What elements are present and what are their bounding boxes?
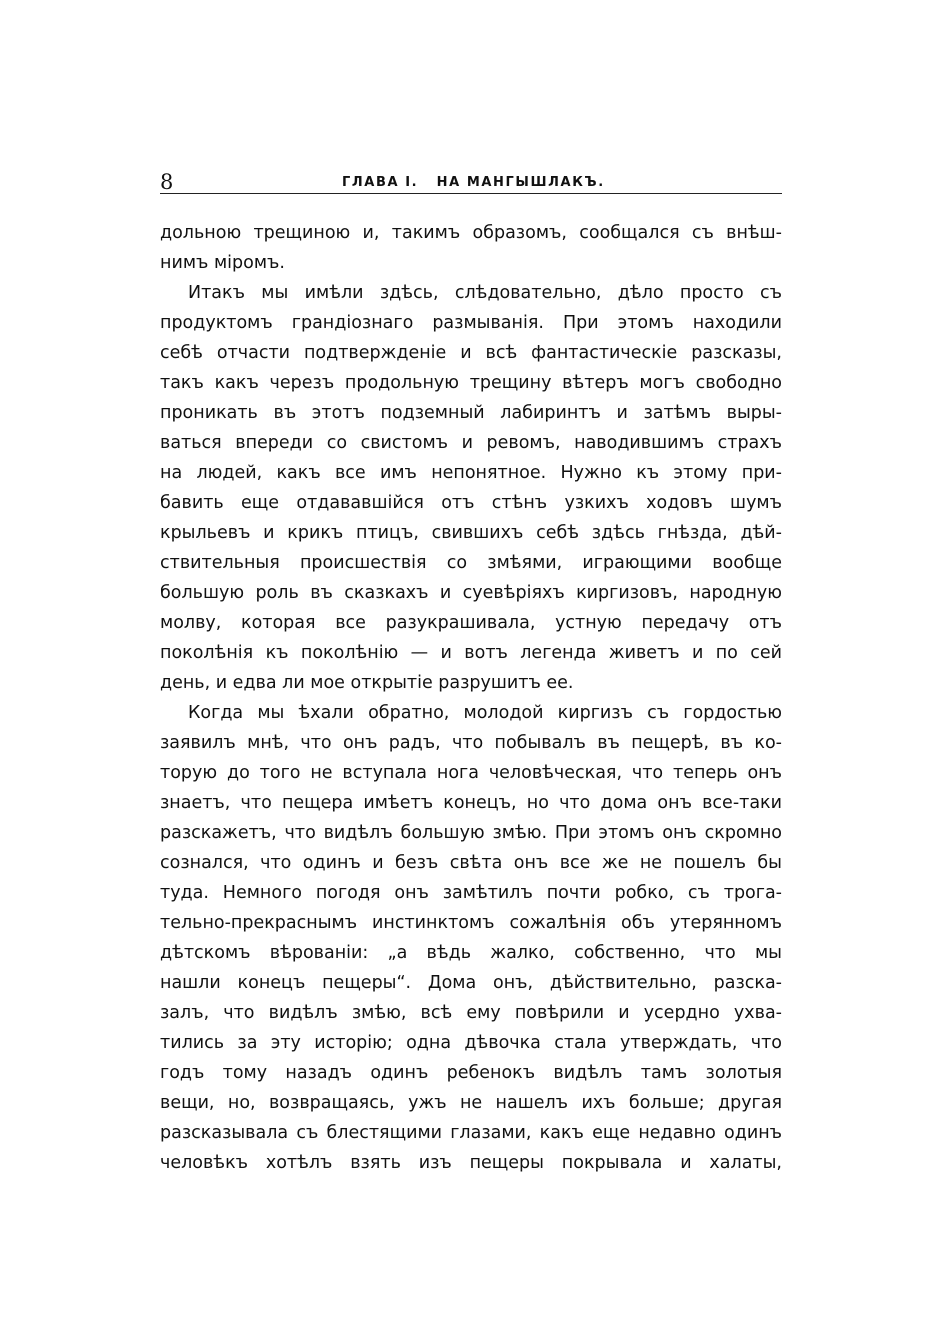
text-line: ствительныя происшествія со змѣями, играющими вообще [160,553,782,573]
text-line: ваться впереди со свистомъ и ревомъ, наводившимъ страхъ [160,433,782,453]
text-line: тельно-прекраснымъ инстинктомъ сожалѣнія объ утерянномъ [160,913,782,933]
text-line: поколѣнія къ поколѣнію — и вотъ легенда живетъ и по сей [160,643,782,663]
running-head: ГЛАВА I. НА МАНГЫШЛАКЪ. [342,175,605,190]
text-line: большую роль въ сказкахъ и суевѣріяхъ киргизовъ, народную [160,583,782,603]
text-line: сознался, что одинъ и безъ свѣта онъ все же не пошелъ бы [160,853,782,873]
text-line: день, и едва ли мое открытіе разрушитъ ее. [160,673,574,693]
text-line: разсказывала съ блестящими глазами, какъ еще недавно одинъ [160,1123,782,1143]
text-line: разскажетъ, что видѣлъ большую змѣю. При этомъ онъ скромно [160,823,782,843]
text-line: туда. Немного погодя онъ замѣтилъ почти робко, съ трога- [160,883,782,903]
text-line: молву, которая все разукрашивала, устную передачу отъ [160,613,782,633]
text-line: годъ тому назадъ одинъ ребенокъ видѣлъ тамъ золотыя [160,1063,782,1083]
text-line: нашли конецъ пещеры“. Дома онъ, дѣйствительно, разска- [160,973,782,993]
header-rule [160,193,782,194]
page-header [160,170,782,200]
text-line: Когда мы ѣхали обратно, молодой киргизъ съ гордостью [188,703,782,723]
text-line: вещи, но, возвращаясь, ужъ не нашелъ ихъ больше; другая [160,1093,782,1113]
text-line: дѣтскомъ вѣрованіи: „а вѣдь жалко, собственно, что мы [160,943,782,963]
text-line: тились за эту исторію; одна дѣвочка стала утверждать, что [160,1033,782,1053]
text-line: продуктомъ грандіознаго размыванія. При этомъ находили [160,313,782,333]
text-line: такъ какъ черезъ продольную трещину вѣтеръ могъ свободно [160,373,782,393]
text-line: заявилъ мнѣ, что онъ радъ, что побывалъ въ пещерѣ, въ ко- [160,733,782,753]
text-line: нимъ міромъ. [160,253,285,273]
text-line: залъ, что видѣлъ змѣю, всѣ ему повѣрили и усердно ухва- [160,1003,782,1023]
text-line: проникать въ этотъ подземный лабиринтъ и затѣмъ выры- [160,403,782,423]
body-text [160,218,782,1178]
text-line: на людей, какъ все имъ непонятное. Нужно къ этому при- [160,463,782,483]
text-line: человѣкъ хотѣлъ взять изъ пещеры покрывала и халаты, [160,1153,782,1173]
text-line: себѣ отчасти подтвержденіе и всѣ фантастическіе разсказы, [160,343,782,363]
text-line: дольною трещиною и, такимъ образомъ, сообщался съ внѣш- [160,223,782,243]
text-line: крыльевъ и крикъ птицъ, свившихъ себѣ здѣсь гнѣзда, дѣй- [160,523,782,543]
text-line: Итакъ мы имѣли здѣсь, слѣдовательно, дѣло просто съ [188,283,782,303]
text-line: знаетъ, что пещера имѣетъ конецъ, но что дома онъ все-таки [160,793,782,813]
text-line: бавить еще отдававшійся отъ стѣнъ узкихъ ходовъ шумъ [160,493,782,513]
page-number: 8 [160,170,174,194]
text-line: торую до того не вступала нога человѣческая, что теперь онъ [160,763,782,783]
